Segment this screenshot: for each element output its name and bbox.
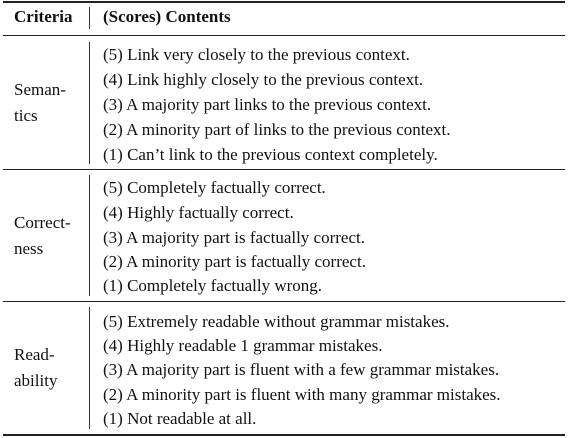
score-line: (1) Completely factually wrong. bbox=[103, 276, 323, 295]
score-line: (2) A minority part is factually correct. bbox=[103, 252, 366, 271]
column-separator-2 bbox=[89, 175, 90, 296]
criteria-line: Read- bbox=[14, 345, 55, 364]
criteria-line: ability bbox=[14, 371, 58, 390]
score-line: (5) Link very closely to the previous context. bbox=[103, 45, 410, 64]
section-divider-1 bbox=[3, 169, 565, 170]
criteria-line: Correct- bbox=[14, 213, 71, 232]
score-line: (2) A minority part is fluent with many grammar mistakes. bbox=[103, 385, 501, 404]
score-line: (3) A majority part is factually correct. bbox=[103, 228, 365, 247]
score-line: (1) Can’t link to the previous context completely. bbox=[103, 145, 438, 164]
score-line: (4) Link highly closely to the previous context. bbox=[103, 70, 424, 89]
column-separator-1 bbox=[89, 42, 90, 164]
header-column-separator bbox=[89, 7, 90, 29]
score-line: (1) Not readable at all. bbox=[103, 409, 257, 428]
criteria-line: ness bbox=[14, 239, 44, 258]
bottom-rule bbox=[3, 434, 565, 436]
header-criteria: Criteria bbox=[14, 7, 73, 26]
criteria-line: Seman- bbox=[14, 80, 66, 99]
column-separator-3 bbox=[89, 307, 90, 429]
score-line: (3) A majority part links to the previous context. bbox=[103, 95, 432, 114]
criteria-semantics bbox=[14, 77, 78, 129]
score-line: (5) Extremely readable without grammar mistakes. bbox=[103, 312, 450, 331]
score-line: (3) A majority part is fluent with a few grammar mistakes. bbox=[103, 360, 500, 379]
score-line: (4) Highly factually correct. bbox=[103, 203, 294, 222]
criteria-correctness bbox=[14, 210, 78, 262]
score-line: (4) Highly readable 1 grammar mistakes. bbox=[103, 336, 383, 355]
criteria-line: tics bbox=[14, 106, 38, 125]
top-rule bbox=[3, 1, 565, 3]
section-divider-2 bbox=[3, 301, 565, 302]
score-line: (2) A minority part of links to the previous context. bbox=[103, 120, 451, 139]
criteria-readability bbox=[14, 342, 78, 394]
score-line: (5) Completely factually correct. bbox=[103, 178, 326, 197]
header-rule bbox=[3, 35, 565, 36]
header-contents: (Scores) Contents bbox=[103, 7, 231, 26]
